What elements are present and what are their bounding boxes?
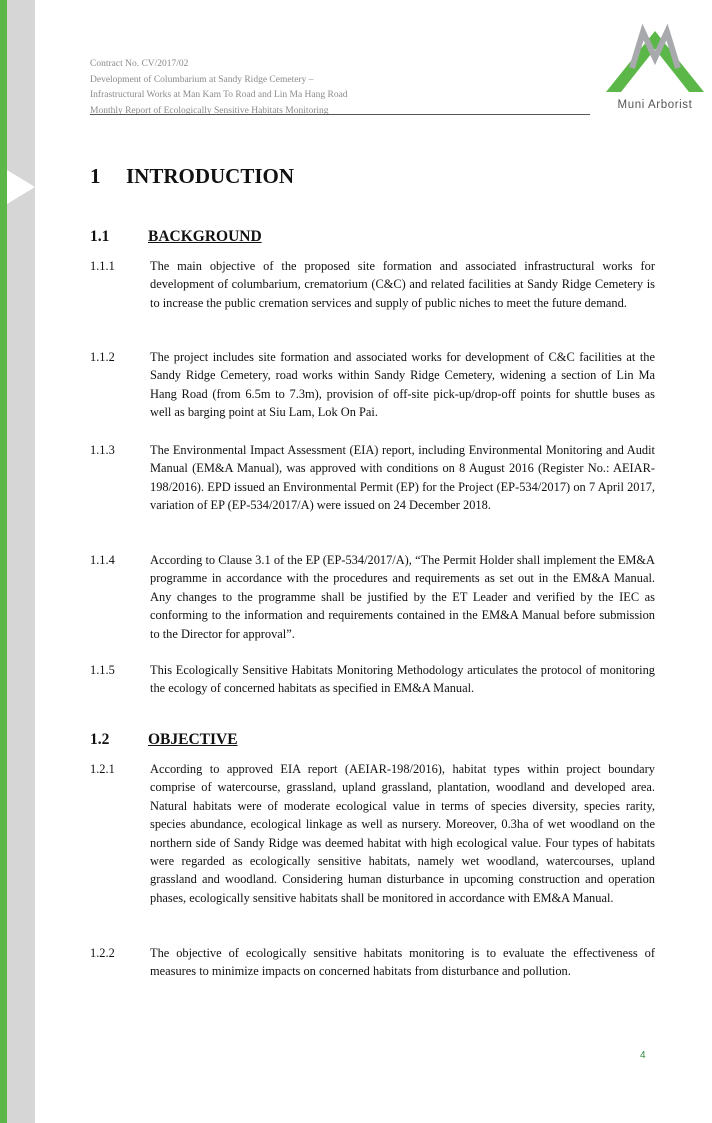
paragraph <box>90 944 655 981</box>
paragraph-number: 1.1.2 <box>90 350 115 364</box>
header-divider <box>90 114 590 115</box>
logo-mark-icon <box>600 22 710 98</box>
subsection-number: 1.1 <box>90 228 110 245</box>
paragraph-text: This Ecologically Sensitive Habitats Monitoring Methodology articulates the protocol of monitoring the ecology of concerned habitats as specified in EM&A Manual. <box>150 663 655 696</box>
header-works-line: Infrastructural Works at Man Kam To Road and Lin Ma Hang Road <box>90 90 348 100</box>
paragraph <box>90 257 655 312</box>
paragraph <box>90 661 655 698</box>
paragraph-number: 1.1.1 <box>90 259 115 273</box>
header-project-line: Development of Columbarium at Sandy Ridge Cemetery – <box>90 74 314 85</box>
document-header <box>90 57 590 119</box>
paragraph-text: The Environmental Impact Assessment (EIA) report, including Environmental Monitoring and Audit Manual (EM&A Manual), was approved with conditions on 8 August 2016 (Register No.: AEIAR-198/2016). EPD issued an Environmental Permit (EP) for the Project (EP-534/2017) on 7 April 2017, variation of EP (EP-534/2017/A) were issued on 24 December 2018. <box>150 443 655 513</box>
paragraph-text: The project includes site formation and associated works for development of C&C facilities at the Sandy Ridge Cemetery, road works within Sandy Ridge Cemetery, widening a section of Lin Ma Hang Road (from 6.5m to 7.3m), provision of off-site pick-up/drop-off points for shuttle buses as well as barging point at Siu Lam, Lok On Pai. <box>150 350 655 420</box>
subsection-title: BACKGROUND <box>148 228 262 245</box>
paragraph-number: 1.1.5 <box>90 663 115 677</box>
header-report-line: Monthly Report of Ecologically Sensitive Habitats Monitoring <box>90 105 329 116</box>
paragraph-text: The main objective of the proposed site formation and associated infrastructural works for development of columbarium, crematorium (C&C) and related facilities at Sandy Ridge Cemetery is to increase the public cremation services and supply of public niches to meet the future demand. <box>150 259 655 310</box>
page-number: 4 <box>640 1050 646 1061</box>
side-accent-bar <box>0 0 7 1123</box>
paragraph-text: According to Clause 3.1 of the EP (EP-534/2017/A), “The Permit Holder shall implement the EM&A programme in accordance with the procedures and requirements as set out in the EM&A Manual. Any changes to the programme shall be justified by the ET Leader and verified by the IEC as conforming to the information and requirements contained in the EM&A Manual before submission to the Director for approval”. <box>150 553 655 641</box>
paragraph-text: According to approved EIA report (AEIAR-198/2016), habitat types within project boundary comprise of watercourse, grassland, upland grassland, plantation, woodland and developed area. Natural habitats were of moderate ecological value in terms of species diversity, species rarity, species abundance, ecological linkage as well as nursery. Moreover, 0.3ha of wet woodland on the northern side of Sandy Ridge was deemed habitat with high ecological value. Four types of habitats were regarded as ecologically sensitive habitats, namely wet woodland, watercourses, upland grassland and woodland. Considering human disturbance in upcoming construction and operation phases, ecologically sensitive habitats shall be monitored in accordance with EM&A Manual. <box>150 762 655 905</box>
paragraph <box>90 348 655 422</box>
company-logo <box>600 22 710 118</box>
side-gray-bar <box>7 0 35 1123</box>
section-title: INTRODUCTION <box>126 164 295 188</box>
subsection-heading-objective <box>90 731 238 749</box>
paragraph <box>90 760 655 907</box>
section-heading <box>90 164 294 189</box>
paragraph <box>90 441 655 515</box>
paragraph-number: 1.2.1 <box>90 762 115 776</box>
subsection-heading-background <box>90 228 262 246</box>
paragraph-number: 1.1.4 <box>90 553 115 567</box>
paragraph <box>90 551 655 643</box>
section-number: 1 <box>90 164 101 188</box>
logo-wordmark: Muni Arborist <box>617 99 693 111</box>
side-arrow-notch <box>7 170 35 204</box>
subsection-title: OBJECTIVE <box>148 731 238 748</box>
paragraph-number: 1.2.2 <box>90 946 115 960</box>
paragraph-text: The objective of ecologically sensitive habitats monitoring is to evaluate the effectiveness of measures to minimize impacts on concerned habitats from disturbance and pollution. <box>150 946 655 979</box>
subsection-number: 1.2 <box>90 731 110 748</box>
paragraph-number: 1.1.3 <box>90 443 115 457</box>
header-contract-line: Contract No. CV/2017/02 <box>90 59 189 69</box>
